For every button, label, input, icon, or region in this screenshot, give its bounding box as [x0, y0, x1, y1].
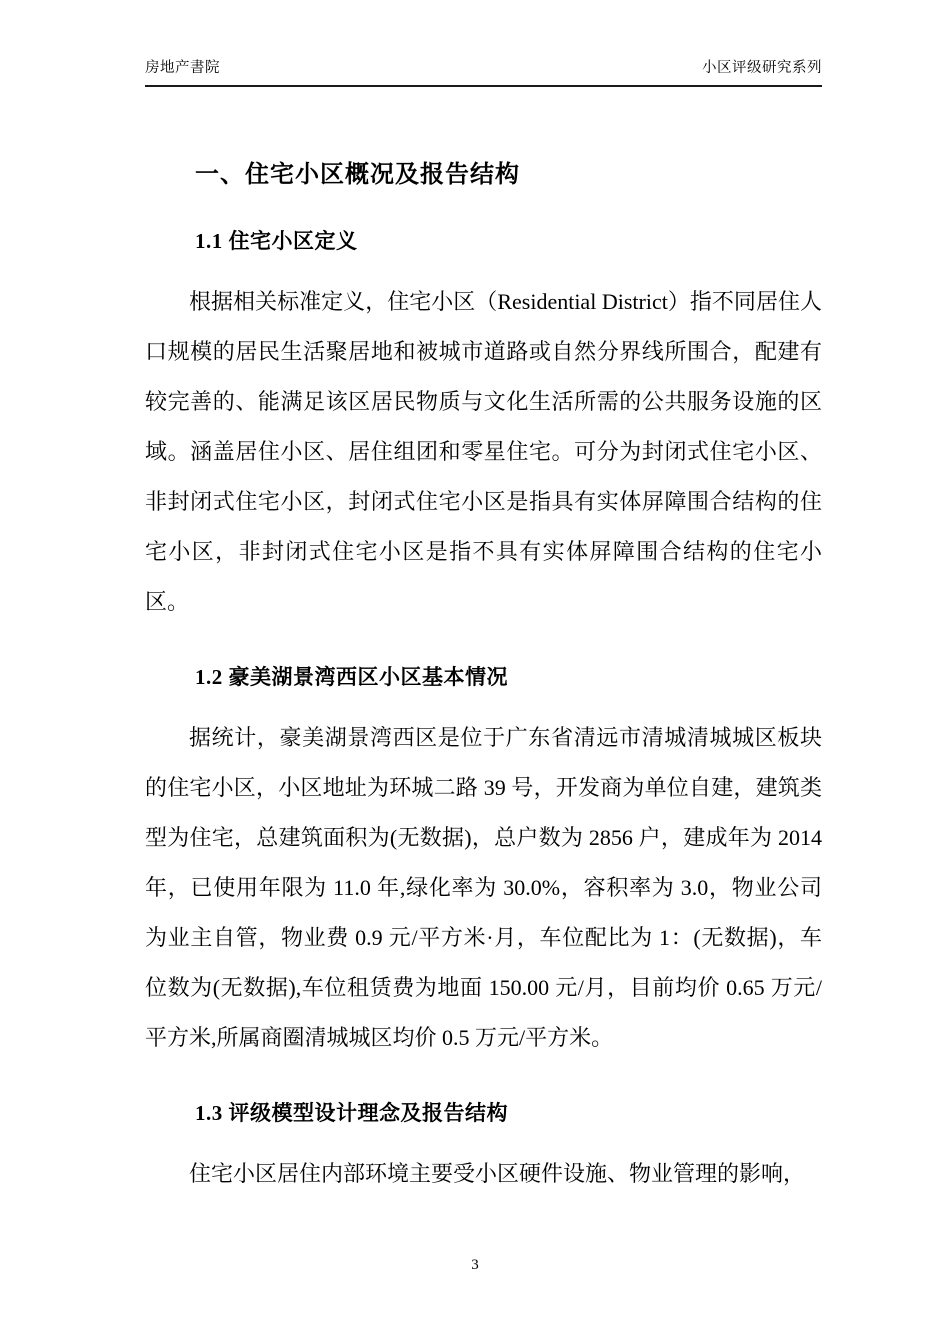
page-header [145, 56, 822, 87]
header-right-text: 小区评级研究系列 [702, 60, 822, 76]
section-1-2-heading: 1.2 豪美湖景湾西区小区基本情况 [195, 665, 508, 689]
section-1-1-paragraph: 根据相关标准定义，住宅小区（Residential District）指不同居住人口规模的居民生活聚居地和被城市道路或自然分界线所围合，配建有较完善的、能满足该区居民物质与文化生活所需的公共服务设施的区域。涵盖居住小区、居住组团和零星住宅。可分为封闭式住宅小区、非封闭式住宅小区，封闭式住宅小区是指具有实体屏障围合结构的住宅小区，非封闭式住宅小区是指不具有实体屏障围合结构的住宅小区。 [145, 289, 822, 614]
page-number: 3 [471, 1257, 479, 1273]
section-1-3-paragraph: 住宅小区居住内部环境主要受小区硬件设施、物业管理的影响， [189, 1161, 806, 1186]
header-left-text: 房地产書院 [145, 60, 220, 76]
section-1-1-heading: 1.1 住宅小区定义 [195, 229, 358, 253]
section-1-2-paragraph: 据统计，豪美湖景湾西区是位于广东省清远市清城清城城区板块的住宅小区，小区地址为环城二路 39 号，开发商为单位自建，建筑类型为住宅，总建筑面积为(无数据)，总户数为 2856 户，建成年为 2014 年，已使用年限为 11.0 年,绿化率为 30.0%，容积率为 3.0，物业公司为业主自管，物业费 0.9 元/平方米·月，车位配比为 1：(无数据)，车位数为(无数据),车位租赁费为地面 150.00 元/月，目前均价 0.65 万元/平方米,所属商圈清城城区均价 0.5 万元/平方米。 [145, 725, 822, 1050]
section-1-3-heading: 1.3 评级模型设计理念及报告结构 [195, 1101, 508, 1125]
document-body [145, 138, 822, 1233]
page-footer [0, 1257, 950, 1274]
chapter-heading: 一、住宅小区概况及报告结构 [195, 162, 520, 188]
